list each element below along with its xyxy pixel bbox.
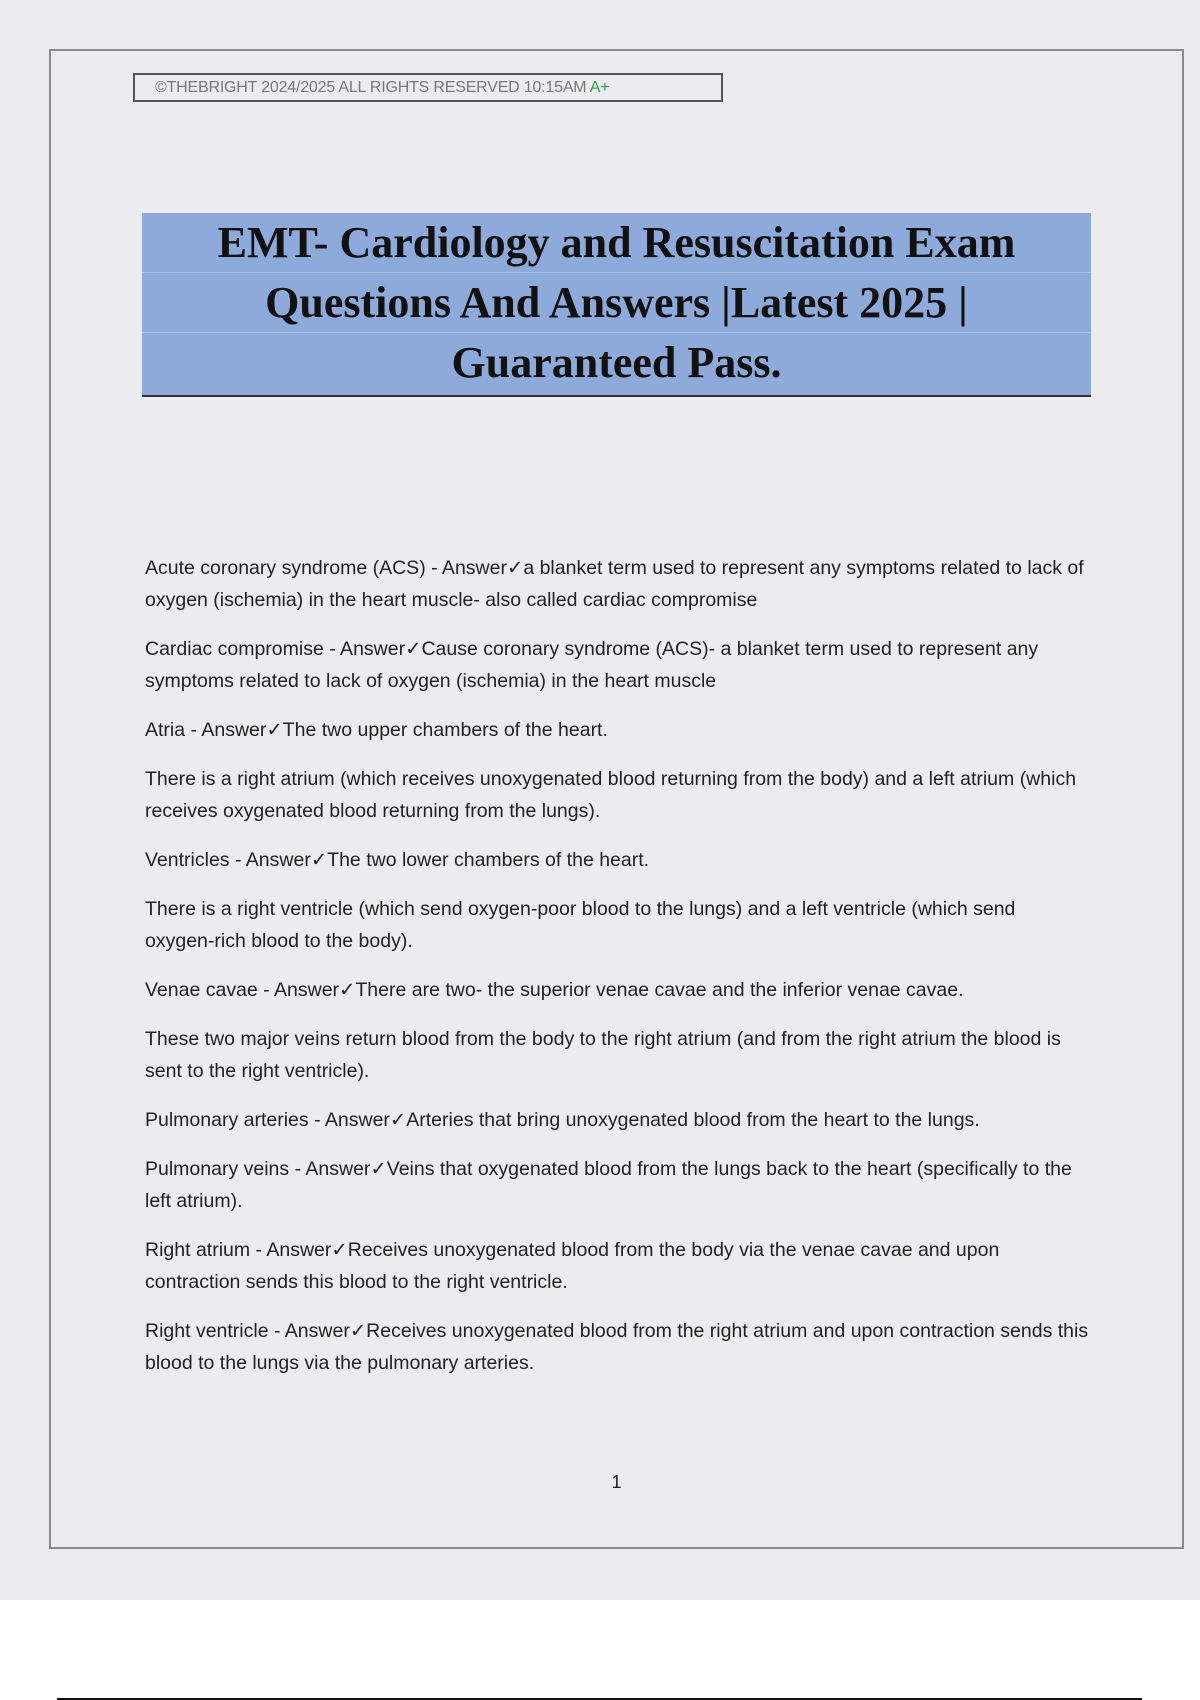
qa-note: There is a right ventricle (which send oxygen-poor blood to the lungs) and a left ventricle (which send oxygen-rich blood to the body). bbox=[145, 898, 1016, 952]
checkmark-icon: ✓ bbox=[405, 637, 422, 660]
checkmark-icon: ✓ bbox=[339, 978, 356, 1001]
checkmark-icon: ✓ bbox=[266, 718, 283, 741]
qa-term: Ventricles - Answer bbox=[145, 849, 311, 871]
qa-answer: There are two- the superior venae cavae and the inferior venae cavae. bbox=[355, 979, 964, 1001]
qa-item bbox=[145, 1234, 1090, 1298]
checkmark-icon: ✓ bbox=[349, 1319, 367, 1342]
qa-item bbox=[145, 974, 1090, 1006]
qa-list bbox=[145, 552, 1090, 1396]
qa-item bbox=[145, 1315, 1090, 1379]
qa-item bbox=[145, 1104, 1090, 1136]
qa-answer: Arteries that bring unoxygenated blood from the heart to the lungs. bbox=[406, 1109, 980, 1131]
qa-term: Right atrium - Answer bbox=[145, 1239, 332, 1261]
qa-answer: The two lower chambers of the heart. bbox=[327, 849, 650, 871]
checkmark-icon: ✓ bbox=[331, 1238, 348, 1261]
grade-badge: A+ bbox=[589, 79, 610, 96]
qa-term: Right ventricle - Answer bbox=[145, 1320, 350, 1342]
qa-term: Atria - Answer bbox=[145, 719, 267, 741]
checkmark-icon: ✓ bbox=[389, 1108, 407, 1131]
copyright-text: ©THEBRIGHT 2024/2025 ALL RIGHTS RESERVED 10:15AM bbox=[155, 79, 587, 96]
qa-term: Cardiac compromise - Answer bbox=[145, 638, 406, 660]
checkmark-icon: ✓ bbox=[310, 848, 328, 871]
title-line-3: Guaranteed Pass. bbox=[451, 338, 782, 387]
qa-answer: a blanket term used to represent any symptoms related to lack of oxygen (ischemia) in the heart muscle- also called cardiac compromise bbox=[145, 557, 1084, 611]
qa-answer: Receives unoxygenated blood from the body via the venae cavae and upon contraction sends this blood to the right ventricle. bbox=[145, 1239, 1000, 1293]
title-line-1: EMT- Cardiology and Resuscitation Exam bbox=[142, 213, 1091, 273]
page-number: 1 bbox=[611, 1472, 622, 1492]
qa-answer: Cause coronary syndrome (ACS)- a blanket term used to represent any symptoms related to lack of oxygen (ischemia) in the heart muscle bbox=[145, 638, 1039, 692]
qa-term: Venae cavae - Answer bbox=[145, 979, 340, 1001]
qa-term: Pulmonary veins - Answer bbox=[145, 1158, 371, 1180]
qa-item bbox=[145, 552, 1090, 616]
title-line-2: Questions And Answers |Latest 2025 | bbox=[142, 273, 1091, 333]
qa-note: There is a right atrium (which receives unoxygenated blood returning from the body) and a left atrium (which receives oxygenated blood returning from the lungs). bbox=[145, 768, 1077, 822]
qa-answer: Veins that oxygenated blood from the lungs back to the heart (specifically to the left atrium). bbox=[145, 1158, 1072, 1212]
qa-term: Pulmonary arteries - Answer bbox=[145, 1109, 390, 1131]
title-banner bbox=[142, 213, 1091, 397]
qa-answer: Receives unoxygenated blood from the right atrium and upon contraction sends this blood to the lungs via the pulmonary arteries. bbox=[145, 1320, 1089, 1374]
qa-item bbox=[145, 1153, 1090, 1217]
copyright-header bbox=[133, 73, 723, 102]
qa-note: These two major veins return blood from the body to the right atrium (and from the right atrium the blood is sent to the right ventricle). bbox=[145, 1028, 1061, 1082]
qa-item bbox=[145, 633, 1090, 697]
qa-item bbox=[145, 714, 1090, 746]
qa-item bbox=[145, 844, 1090, 876]
checkmark-icon: ✓ bbox=[370, 1157, 387, 1180]
qa-term: Acute coronary syndrome (ACS) - Answer bbox=[145, 557, 507, 579]
checkmark-icon: ✓ bbox=[506, 556, 524, 579]
qa-answer: The two upper chambers of the heart. bbox=[282, 719, 608, 741]
